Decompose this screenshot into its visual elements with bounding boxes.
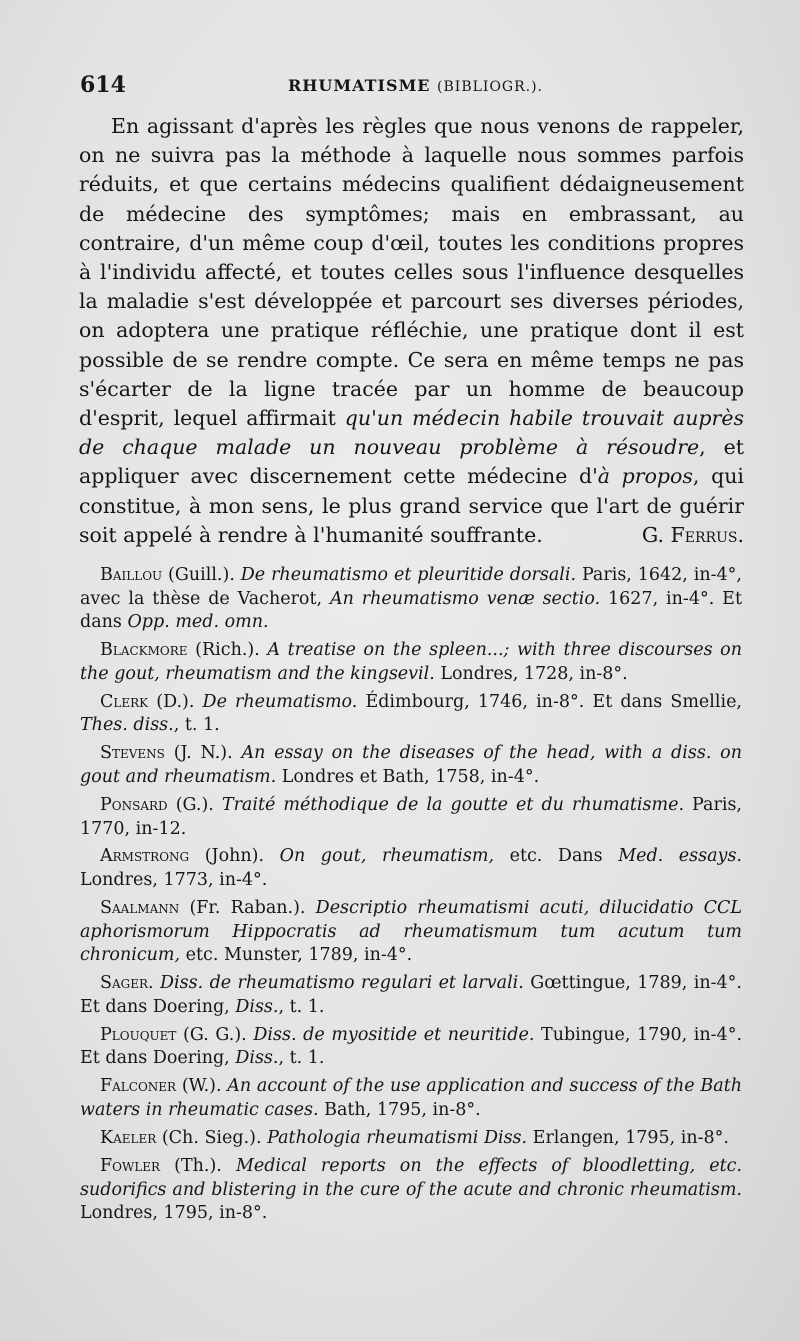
entry-publication-2: 1627, in-4°. Et dans — [80, 588, 742, 633]
running-header — [80, 72, 740, 104]
entry-title-2: Diss. — [235, 996, 279, 1017]
entry-title-2: An rheumatismo venæ sectio. — [329, 588, 601, 609]
bibliography-entry — [80, 742, 742, 789]
entry-author: Blackmore — [100, 640, 188, 661]
bibliography-entry — [80, 1024, 742, 1071]
running-title-main: RHUMATISME — [288, 76, 431, 95]
entry-publication: Paris, 1642, in-4°, avec la thèse de Vacherot, — [80, 565, 742, 609]
bibliography-entry — [80, 794, 742, 841]
entry-title: A treatise on the spleen...; with three discourses on the gout, rheumatism and the kingsevil. — [80, 640, 742, 684]
entry-initials: (J. N.). — [164, 743, 242, 764]
entry-title: De rheumatismo. — [202, 691, 358, 712]
entry-author: Baillou — [100, 565, 163, 585]
entry-author: Stevens — [100, 743, 165, 764]
entry-publication: Erlangen, 1795, in-8°. — [527, 1127, 729, 1148]
entry-title: An essay on the diseases of the head, with a diss. on gout and rheumatism. — [80, 743, 742, 787]
entry-publication-2: , t. 1. — [278, 996, 325, 1017]
entry-author: Saalmann — [100, 898, 180, 919]
entry-publication-2: , t. 1. — [278, 1048, 325, 1069]
entry-title: Traité méthodique de la goutte et du rhumatisme. — [221, 794, 685, 815]
bibliography-list — [80, 564, 742, 1230]
paragraph-text — [79, 112, 744, 550]
entry-publication: Tubingue, 1790, in-4°. Et dans Doering, — [80, 1024, 743, 1069]
paragraph-part-2: , et appliquer avec discernement cette médecine d' — [79, 435, 745, 489]
entry-initials: (G. G.). — [176, 1024, 254, 1045]
entry-title: Pathologia rheumatismi Diss. — [267, 1127, 528, 1148]
entry-author: Armstrong — [100, 846, 190, 867]
bibliography-entry — [80, 972, 742, 1019]
main-paragraph — [79, 112, 744, 550]
entry-publication: Londres, 1728, in-8°. — [434, 663, 628, 684]
entry-title: Diss. de myositide et neuritide. — [253, 1024, 535, 1045]
paragraph-quote: qu'un médecin habile trouvait auprès de chaque malade un nouveau problème à résoudre — [79, 406, 744, 460]
entry-initials: (Fr. Raban.). — [179, 898, 316, 919]
entry-publication-2: Londres, 1773, in-4°. — [80, 870, 268, 891]
entry-title-3: Opp. med. omn. — [127, 612, 269, 633]
entry-publication: etc. Munster, 1789, in-4°. — [180, 945, 413, 966]
entry-author: Fowler — [100, 1155, 161, 1176]
paragraph-apropos: à propos — [597, 464, 693, 489]
bibliography-entry — [80, 845, 742, 892]
bibliography-entry — [80, 639, 742, 686]
entry-publication: etc. Dans — [494, 846, 619, 867]
entry-title: Descriptio rheumatismi acuti, dilucidatio CCL aphorismorum Hippocratis ad rheumatismum tum acutum tum chronicum, — [80, 898, 742, 966]
bibliography-entry — [80, 564, 742, 635]
bibliography-entry — [80, 897, 742, 968]
paragraph-part-1: En agissant d'après les règles que nous venons de rappeler, on ne suivra pas la méthode à laquelle nous sommes parfois réduits, et que certains médecins qualifient dédaigneusement de médecine des symptômes; mais en embrassant, au contraire, d'un même coup d'œil, toutes les conditions propres à l'individu affecté, et toutes celles sous l'influence desquelles la maladie s'est développée et parcourt ses diverses périodes, on adoptera une pratique réfléchie, une pratique dont il est possible de se rendre compte. Ce sera en même temps ne pas s'écarter de la ligne tracée par un homme de beaucoup d'esprit, lequel affirmait — [79, 114, 744, 431]
page-number: 614 — [80, 72, 126, 98]
entry-title: An account of the use application and success of the Bath waters in rheumatic cases. — [80, 1076, 742, 1120]
entry-title: De rheumatismo et pleuritide dorsali. — [240, 565, 577, 585]
entry-publication: Londres, 1795, in-8°. — [80, 1203, 268, 1224]
bibliography-entry — [80, 1075, 742, 1122]
entry-publication: Bath, 1795, in-8°. — [318, 1099, 481, 1120]
entry-initials: (G.). — [167, 794, 222, 815]
bibliography-entry — [80, 1155, 742, 1226]
entry-initials: (D.). — [148, 691, 203, 712]
entry-publication: Paris, 1770, in-12. — [80, 794, 742, 839]
entry-author: Plouquet — [100, 1024, 177, 1045]
entry-author: Ponsard — [100, 794, 168, 815]
entry-publication: Gœttingue, 1789, in-4°. Et dans Doering, — [80, 973, 742, 1017]
entry-title-2: Med. essays. — [618, 846, 742, 867]
entry-title-2: Thes. diss. — [80, 715, 174, 736]
entry-title: On gout, rheumatism, — [279, 846, 495, 867]
entry-initials: (John). — [189, 846, 280, 867]
entry-publication: Londres et Bath, 1758, in-4°. — [276, 766, 540, 787]
entry-title: Diss. de rheumatismo regulari et larvali. — [160, 973, 524, 994]
entry-author: Kaeler — [100, 1127, 157, 1148]
entry-initials: (Guill.). — [162, 565, 241, 585]
entry-title: Medical reports on the effects of bloodletting, etc. sudorifics and blistering in the cure of the acute and chronic rheumatism. — [80, 1155, 742, 1200]
entry-initials: (W.). — [176, 1076, 228, 1097]
running-title-sub: (BIBLIOGR.). — [437, 79, 544, 95]
entry-author: Clerk — [100, 691, 149, 712]
entry-title-2: Diss. — [235, 1048, 279, 1069]
entry-author: Sager — [100, 973, 149, 994]
paragraph-part-3: , qui constitue, à mon sens, le plus grand service que l'art de guérir soit appelé à rendre à l'humanité souffrante. — [79, 464, 744, 547]
entry-publication-2: , t. 1. — [173, 715, 220, 736]
running-title — [288, 76, 543, 95]
entry-initials: . — [148, 973, 161, 994]
author-signature: G. Ferrus. — [641, 522, 744, 547]
entry-publication: Édimbourg, 1746, in-8°. Et dans Smellie, — [357, 691, 742, 712]
entry-initials: (Th.). — [160, 1155, 236, 1176]
entry-initials: (Ch. Sieg.). — [156, 1127, 268, 1148]
bibliography-entry — [80, 691, 742, 738]
entry-author: Falconer — [100, 1076, 177, 1097]
bibliography-entry — [80, 1127, 742, 1151]
entry-initials: (Rich.). — [187, 640, 268, 661]
